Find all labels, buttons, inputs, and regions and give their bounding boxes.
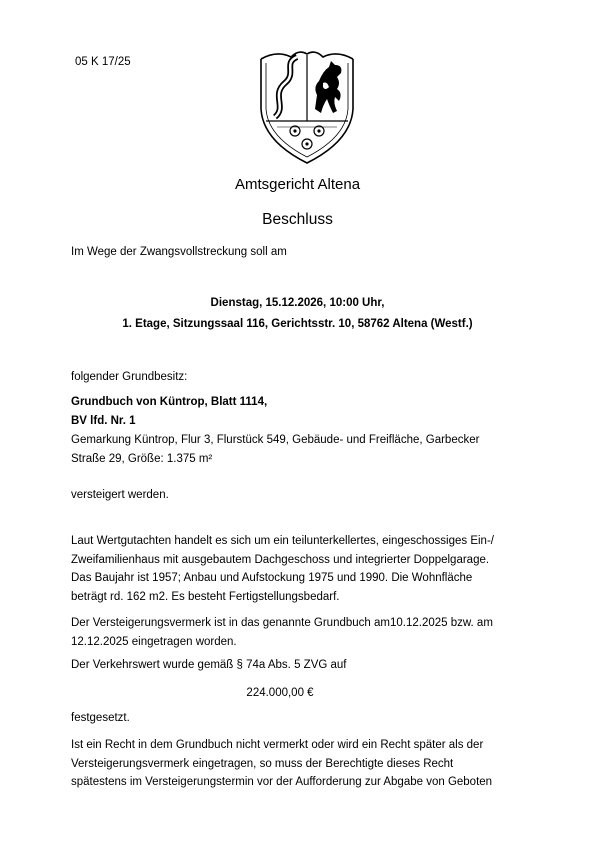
description-line: Laut Wertgutachten handelt es sich um ein teilunterkellertes, eingeschossiges Ein-/ <box>71 535 494 547</box>
parcel-line: Straße 29, Größe: 1.375 m² <box>71 452 213 465</box>
case-number: 05 K 17/25 <box>75 56 131 68</box>
property-intro: folgender Grundbesitz: <box>71 371 188 383</box>
hearing-date: Dienstag, 15.12.2026, 10:00 Uhr, <box>210 297 385 309</box>
document-title: Beschluss <box>262 211 333 228</box>
registration-line: Der Versteigerungsvermerk ist in das genannte Grundbuch am10.12.2025 bzw. am <box>71 617 493 629</box>
hearing-location: 1. Etage, Sitzungssaal 116, Gerichtsstr. 10, 58762 Altena (Westf.) <box>122 318 473 330</box>
property-description <box>71 532 541 606</box>
market-value: 224.000,00 € <box>246 687 314 699</box>
rights-line: Versteigerungsvermerk eingetragen, so muss der Berechtigte dieses Recht <box>71 757 454 770</box>
intro-text: Im Wege der Zwangsvollstreckung soll am <box>71 246 287 258</box>
registration-note <box>71 614 541 651</box>
land-register: Grundbuch von Küntrop, Blatt 1114, <box>71 396 268 408</box>
description-line: Das Baujahr ist 1957; Anbau und Aufstockung 1975 und 1990. Die Wohnfläche <box>71 572 473 584</box>
description-line: Zweifamilienhaus mit ausgebautem Dachgeschoss und integrierter Doppelgarage. <box>71 553 490 566</box>
rights-line: Ist ein Recht in dem Grundbuch nicht vermerkt oder wird ein Recht später als der <box>71 739 484 751</box>
rights-notice <box>71 736 541 792</box>
bv-number: BV lfd. Nr. 1 <box>71 415 136 427</box>
auction-phrase: versteigert werden. <box>71 489 169 501</box>
coat-of-arms-logo <box>257 47 357 165</box>
value-intro: Der Verkehrswert wurde gemäß § 74a Abs. 5 ZVG auf <box>71 659 347 671</box>
parcel-line: Gemarkung Küntrop, Flur 3, Flurstück 549, Gebäude- und Freifläche, Garbecker <box>71 434 480 446</box>
value-outro: festgesetzt. <box>71 712 130 724</box>
court-name: Amtsgericht Altena <box>234 176 361 193</box>
description-line: beträgt rd. 162 m2. Es besteht Fertigstellungsbedarf. <box>71 590 340 603</box>
rights-line: spätestens im Versteigerungstermin vor der Aufforderung zur Abgabe von Geboten <box>71 776 493 788</box>
parcel-description <box>71 431 541 468</box>
registration-line: 12.12.2025 eingetragen worden. <box>71 635 237 648</box>
